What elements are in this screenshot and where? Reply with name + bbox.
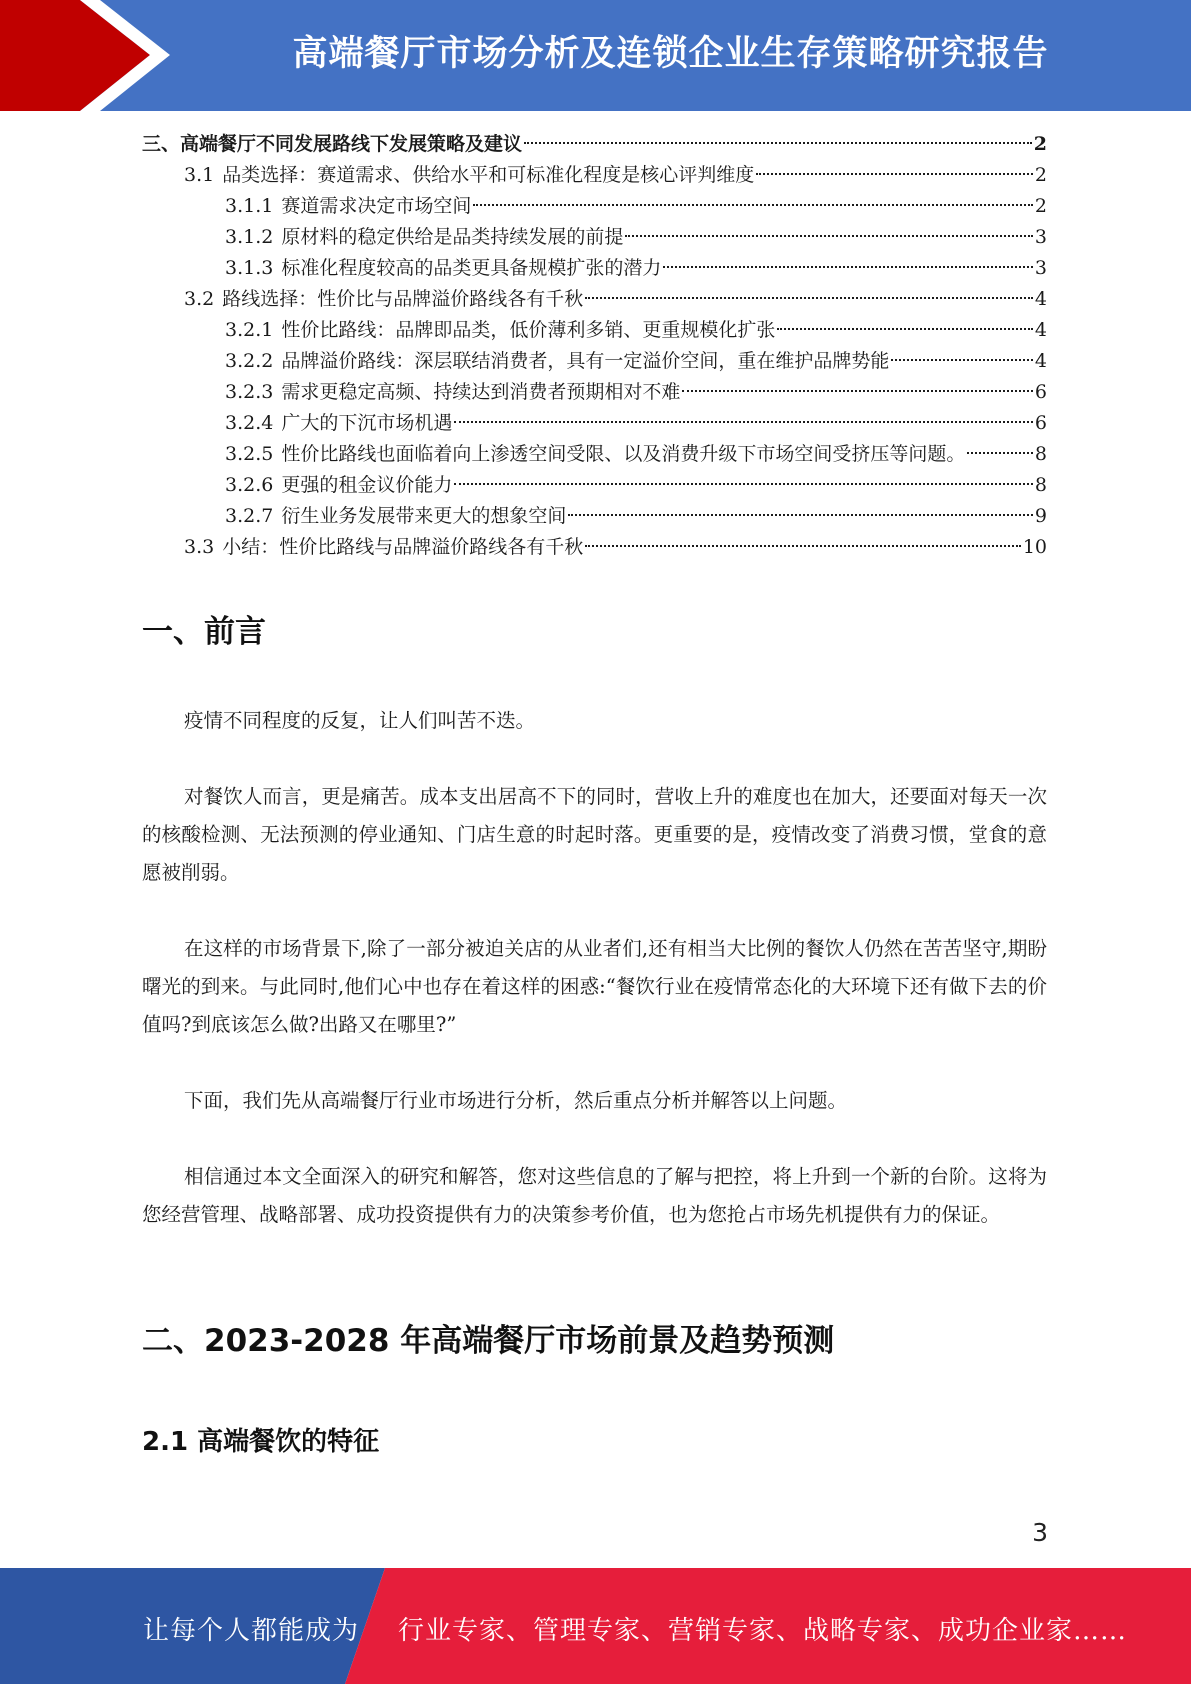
toc-entry-number: 3.2.7 (225, 505, 274, 527)
toc-entry[interactable] (142, 377, 1047, 408)
toc-entry-page: 8 (1034, 474, 1047, 496)
toc-entry-number: 3.2.5 (225, 443, 274, 465)
toc-entry[interactable] (142, 532, 1047, 563)
toc-entry-number: 3.1.1 (225, 195, 274, 217)
toc-entry-page: 3 (1034, 257, 1047, 279)
toc-entry[interactable] (142, 439, 1047, 470)
toc-dot-leader (663, 266, 1033, 268)
toc-dot-leader (524, 142, 1032, 144)
toc-dot-leader (967, 452, 1033, 454)
toc-entry-number: 3.2.3 (225, 381, 274, 403)
toc-entry-title: 更强的租金议价能力 (281, 474, 453, 496)
toc-entry-page: 4 (1034, 319, 1047, 341)
toc-entry-page: 4 (1034, 288, 1047, 310)
toc-entry-title: 小结：性价比路线与品牌溢价路线各有千秋 (222, 536, 584, 558)
toc-entry-page: 3 (1034, 226, 1047, 248)
toc-entry-title: 广大的下沉市场机遇 (281, 412, 453, 434)
toc-entry-title: 赛道需求决定市场空间 (281, 195, 472, 217)
toc-entry-page: 8 (1034, 443, 1047, 465)
toc-entry-page: 6 (1034, 412, 1047, 434)
table-of-contents (142, 129, 1047, 563)
paragraph: 下面，我们先从高端餐厅行业市场进行分析，然后重点分析并解答以上问题。 (184, 1089, 848, 1112)
toc-entry-title: 品牌溢价路线：深层联结消费者，具有一定溢价空间，重在维护品牌势能 (281, 350, 890, 372)
footer-banner (0, 1568, 1191, 1684)
toc-entry-number: 3.1 (184, 164, 215, 186)
toc-entry-number: 3.2.4 (225, 412, 274, 434)
toc-dot-leader (585, 297, 1033, 299)
toc-entry[interactable] (142, 346, 1047, 377)
report-title: 高端餐厅市场分析及连锁企业生存策略研究报告 (292, 34, 1049, 74)
toc-entry[interactable] (142, 284, 1047, 315)
toc-entry-number: 3.2.2 (225, 350, 274, 372)
footer-slogan-right: 行业专家、管理专家、营销专家、战略专家、成功企业家…… (398, 1616, 1128, 1646)
section-heading-forecast: 二、2023-2028 年高端餐厅市场前景及趋势预测 (142, 1323, 835, 1359)
toc-entry-title: 品类选择：赛道需求、供给水平和可标准化程度是核心评判维度 (222, 164, 755, 186)
toc-entry-page: 4 (1034, 350, 1047, 372)
toc-entry[interactable] (142, 470, 1047, 501)
footer-slogan-left: 让每个人都能成为 (143, 1616, 360, 1646)
toc-entry-page: 2 (1034, 195, 1047, 217)
toc-dot-leader (891, 359, 1033, 361)
toc-entry-number: 3.2 (184, 288, 215, 310)
toc-entry-number: 3.2.6 (225, 474, 274, 496)
toc-dot-leader (777, 328, 1033, 330)
toc-entry[interactable] (142, 222, 1047, 253)
toc-entry[interactable] (142, 408, 1047, 439)
paragraph: 疫情不同程度的反复，让人们叫苦不迭。 (184, 709, 536, 732)
toc-dot-leader (585, 545, 1021, 547)
toc-dot-leader (473, 204, 1033, 206)
toc-entry-page: 6 (1034, 381, 1047, 403)
toc-entry-number: 3.1.2 (225, 226, 274, 248)
toc-entry-page: 2 (1033, 133, 1047, 155)
toc-entry-title: 需求更稳定高频、持续达到消费者预期相对不难 (281, 381, 681, 403)
toc-entry[interactable] (142, 315, 1047, 346)
toc-entry-title: 高端餐厅不同发展路线下发展策略及建议 (180, 133, 523, 155)
toc-dot-leader (568, 514, 1033, 516)
toc-entry-number: 三、 (142, 133, 181, 155)
toc-entry[interactable] (142, 253, 1047, 284)
toc-entry-page: 9 (1034, 505, 1047, 527)
paragraph: 相信通过本文全面深入的研究和解答，您对这些信息的了解与把控，将上升到一个新的台阶。这将为您经营管理、战略部署、成功投资提供有力的决策参考价值，也为您抢占市场先机提供有力的保证。 (142, 1165, 1047, 1226)
toc-dot-leader (756, 173, 1033, 175)
section-heading-preface: 一、前言 (142, 614, 266, 650)
paragraph: 对餐饮人而言，更是痛苦。成本支出居高不下的同时，营收上升的难度也在加大，还要面对每天一次的核酸检测、无法预测的停业通知、门店生意的时起时落。更重要的是，疫情改变了消费习惯，堂食的意愿被削弱。 (142, 785, 1047, 884)
toc-dot-leader (454, 421, 1033, 423)
toc-entry-title: 性价比路线：品牌即品类，低价薄利多销、更重规模化扩张 (281, 319, 776, 341)
subsection-heading: 2.1 高端餐饮的特征 (142, 1427, 380, 1457)
toc-entry-page: 10 (1022, 536, 1047, 558)
toc-entry[interactable] (142, 129, 1047, 160)
toc-entry-title: 标准化程度较高的品类更具备规模扩张的潜力 (281, 257, 662, 279)
toc-entry-number: 3.3 (184, 536, 215, 558)
toc-entry-title: 性价比路线也面临着向上渗透空间受限、以及消费升级下市场空间受挤压等问题。 (281, 443, 966, 465)
toc-entry[interactable] (142, 501, 1047, 532)
toc-dot-leader (682, 390, 1033, 392)
page-number: 3 (1032, 1518, 1048, 1547)
toc-entry-title: 路线选择：性价比与品牌溢价路线各有千秋 (222, 288, 584, 310)
header-banner (0, 0, 1191, 111)
toc-entry-number: 3.1.3 (225, 257, 274, 279)
paragraph: 在这样的市场背景下,除了一部分被迫关店的从业者们,还有相当大比例的餐饮人仍然在苦苦坚守,期盼曙光的到来。与此同时,他们心中也存在着这样的困惑:“餐饮行业在疫情常态化的大环境下还有做下去的价值吗?到底该怎么做?出路又在哪里?” (142, 937, 1047, 1036)
toc-dot-leader (454, 483, 1033, 485)
toc-entry-number: 3.2.1 (225, 319, 274, 341)
toc-entry[interactable] (142, 191, 1047, 222)
toc-entry[interactable] (142, 160, 1047, 191)
toc-dot-leader (625, 235, 1033, 237)
toc-entry-title: 衍生业务发展带来更大的想象空间 (281, 505, 567, 527)
toc-entry-page: 2 (1034, 164, 1047, 186)
toc-entry-title: 原材料的稳定供给是品类持续发展的前提 (281, 226, 624, 248)
